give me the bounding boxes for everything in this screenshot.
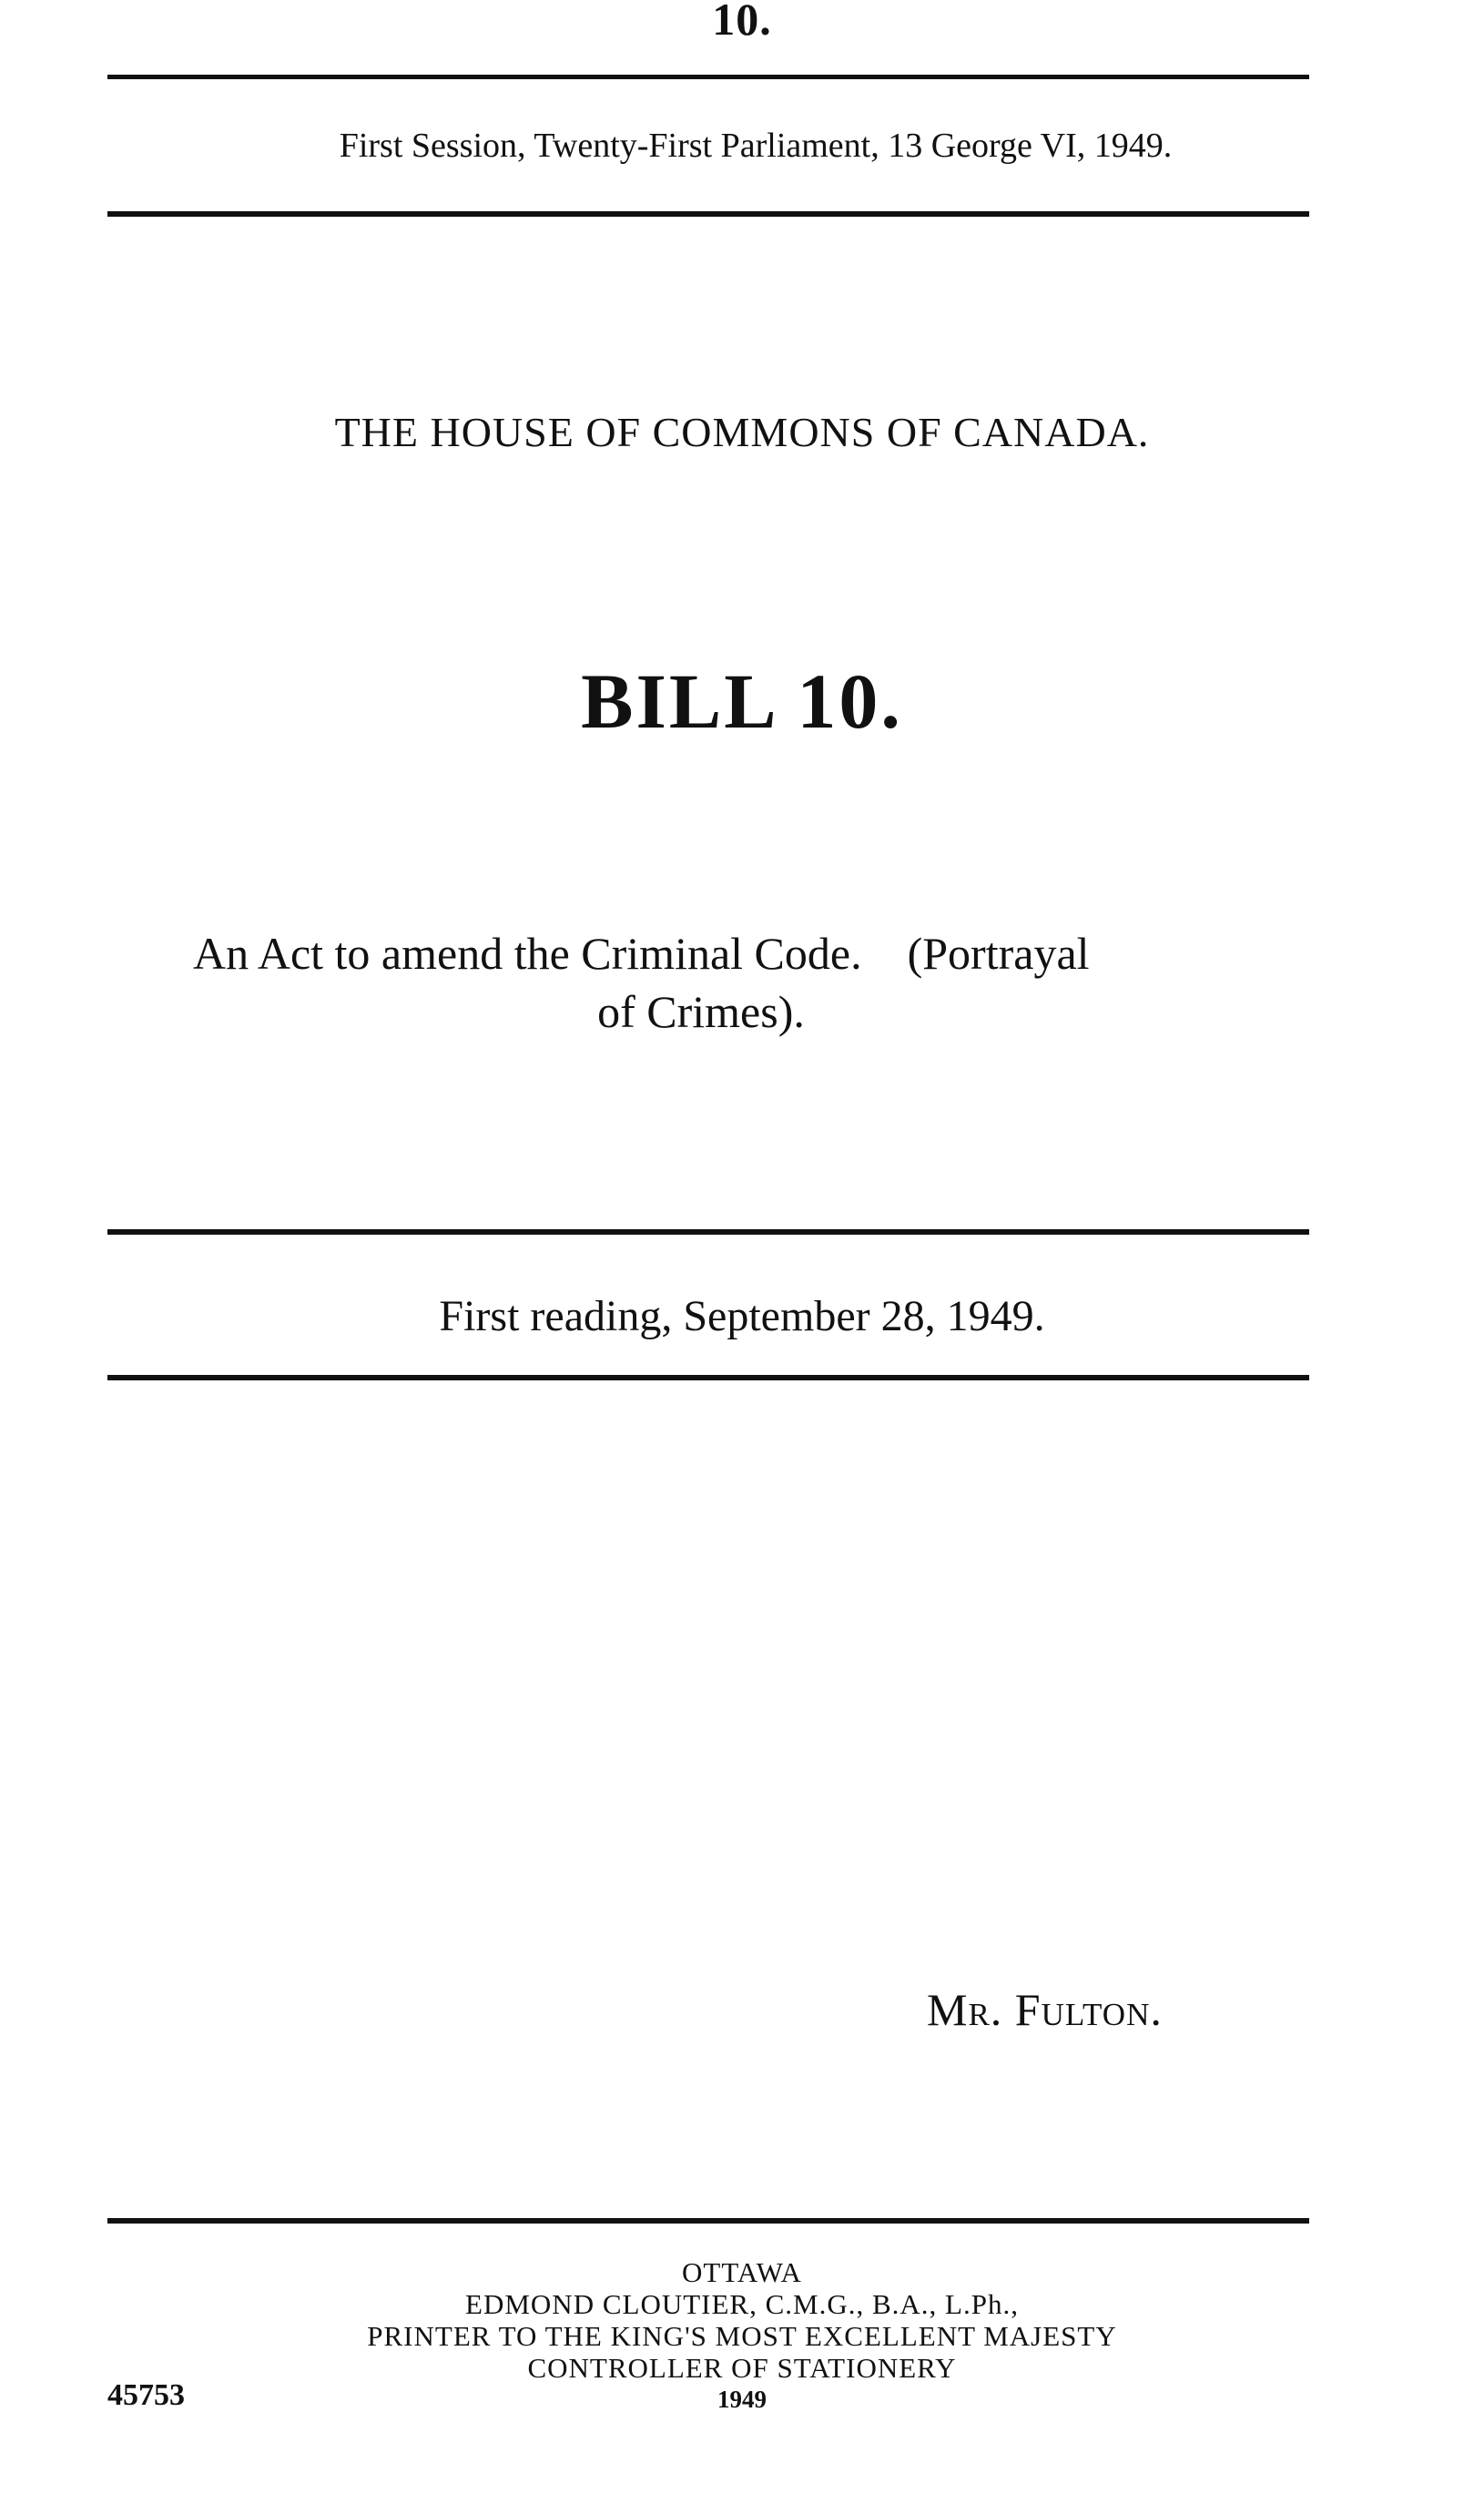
page-number: 10. xyxy=(712,0,772,45)
house-heading: THE HOUSE OF COMMONS OF CANADA. xyxy=(334,409,1150,455)
imprint-rule xyxy=(107,2218,1309,2224)
imprint-city: OTTAWA xyxy=(682,2256,802,2288)
bill-title-line-1: An Act to amend the Criminal Code. (Portrayal xyxy=(193,928,1090,979)
top-rule xyxy=(107,75,1309,79)
imprint-office: CONTROLLER OF STATIONERY xyxy=(527,2352,957,2384)
imprint-role: PRINTER TO THE KING'S MOST EXCELLENT MAJESTY xyxy=(367,2320,1117,2352)
first-reading-date: First reading, September 28, 1949. xyxy=(439,1292,1045,1340)
bill-title-line-2: of Crimes). xyxy=(597,986,805,1037)
member-name: Mr. Fulton. xyxy=(927,1984,1163,2035)
bill-number: BILL 10. xyxy=(581,657,903,745)
reading-top-rule xyxy=(107,1229,1309,1235)
session-rule xyxy=(107,211,1309,217)
document-code: 45753 xyxy=(107,2378,185,2412)
imprint-printer: EDMOND CLOUTIER, C.M.G., B.A., L.Ph., xyxy=(465,2288,1019,2320)
imprint-year: 1949 xyxy=(717,2386,767,2413)
session-line: First Session, Twenty-First Parliament, 13 George VI, 1949. xyxy=(339,127,1173,165)
reading-bottom-rule xyxy=(107,1375,1309,1380)
